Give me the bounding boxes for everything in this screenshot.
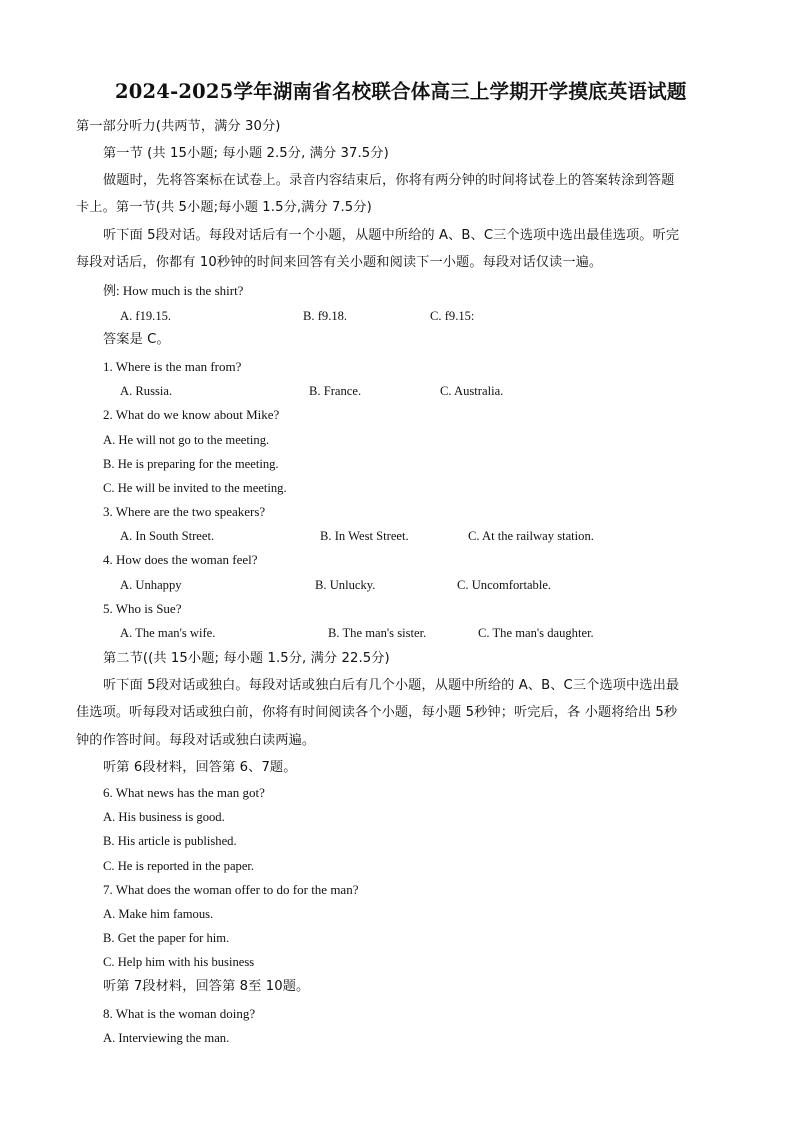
q1-option-b: B. France.: [309, 384, 362, 398]
q1-option-c: C. Australia.: [440, 384, 504, 398]
question-3: 3. Where are the two speakers?: [103, 504, 266, 519]
q7-option-a: A. Make him famous.: [103, 907, 214, 921]
q7-option-b: B. Get the paper for him.: [103, 931, 230, 945]
q3-option-c: C. At the railway station.: [468, 529, 594, 543]
example-option-a: A. f19.15.: [120, 309, 172, 323]
section2-heading: 第二节((共 15小题; 每小题 1.5分, 满分 22.5分): [103, 651, 390, 666]
question-7: 7. What does the woman offer to do for the man?: [103, 882, 359, 897]
q5-option-a: A. The man's wife.: [120, 626, 216, 640]
part1-heading: 第一部分听力(共两节，满分 30分): [76, 119, 281, 134]
q4-option-a: A. Unhappy: [120, 578, 182, 592]
example-answer: 答案是 C。: [103, 332, 170, 347]
question-1: 1. Where is the man from?: [103, 359, 242, 374]
q3-option-a: A. In South Street.: [120, 529, 215, 543]
q6-option-a: A. His business is good.: [103, 810, 225, 824]
page-title: 2024-2025学年湖南省名校联合体高三上学期开学摸底英语试题: [115, 80, 687, 103]
question-6: 6. What news has the man got?: [103, 785, 265, 800]
instruction1-line1: 做题时，先将答案标在试卷上。录音内容结束后，你将有两分钟的时间将试卷上的答案转涂到答题: [103, 173, 675, 188]
q2-option-b: B. He is preparing for the meeting.: [103, 457, 279, 471]
q1-option-a: A. Russia.: [120, 384, 173, 398]
instruction3-line2: 佳选项。听每段对话或独白前，你将有时间阅读各个小题，每小题 5秒钟；听完后，各 小题将给出 5秒: [76, 705, 678, 720]
instruction3-line1: 听下面 5段对话或独白。每段对话或独白后有几个小题，从题中所给的 A、B、C三个选项中选出最: [103, 678, 680, 693]
q4-option-b: B. Unlucky.: [315, 578, 376, 592]
q7-option-c: C. Help him with his business: [103, 955, 255, 969]
q4-option-c: C. Uncomfortable.: [457, 578, 552, 592]
question-2: 2. What do we know about Mike?: [103, 407, 280, 422]
instruction3-line3: 钟的作答时间。每段对话或独白读两遍。: [76, 733, 316, 748]
instruction1-line2: 卡上。第一节(共 5小题;每小题 1.5分,满分 7.5分): [76, 200, 372, 215]
q2-option-c: C. He will be invited to the meeting.: [103, 481, 287, 495]
q5-option-b: B. The man's sister.: [328, 626, 427, 640]
question-5: 5. Who is Sue?: [103, 601, 182, 616]
section1-heading: 第一节 (共 15小题; 每小题 2.5分, 满分 37.5分): [103, 146, 389, 161]
instruction2-line2: 每段对话后，你都有 10秒钟的时间来回答有关小题和阅读下一小题。每段对话仅读一遍。: [76, 255, 603, 270]
material-7-label: 听第 7段材料，回答第 8至 10题。: [103, 979, 310, 994]
q2-option-a: A. He will not go to the meeting.: [103, 433, 270, 447]
example-option-b: B. f9.18.: [303, 309, 348, 323]
question-4: 4. How does the woman feel?: [103, 552, 258, 567]
q8-option-a: A. Interviewing the man.: [103, 1031, 230, 1045]
q5-option-c: C. The man's daughter.: [478, 626, 594, 640]
material-6-label: 听第 6段材料，回答第 6、7题。: [103, 760, 297, 775]
instruction2-line1: 听下面 5段对话。每段对话后有一个小题，从题中所给的 A、B、C三个选项中选出最佳选项。听完: [103, 228, 680, 243]
q6-option-b: B. His article is published.: [103, 834, 237, 848]
q3-option-b: B. In West Street.: [320, 529, 409, 543]
question-8: 8. What is the woman doing?: [103, 1006, 256, 1021]
example-question: 例: How much is the shirt?: [103, 283, 244, 298]
example-option-c: C. f9.15:: [430, 309, 475, 323]
q6-option-c: C. He is reported in the paper.: [103, 859, 255, 873]
